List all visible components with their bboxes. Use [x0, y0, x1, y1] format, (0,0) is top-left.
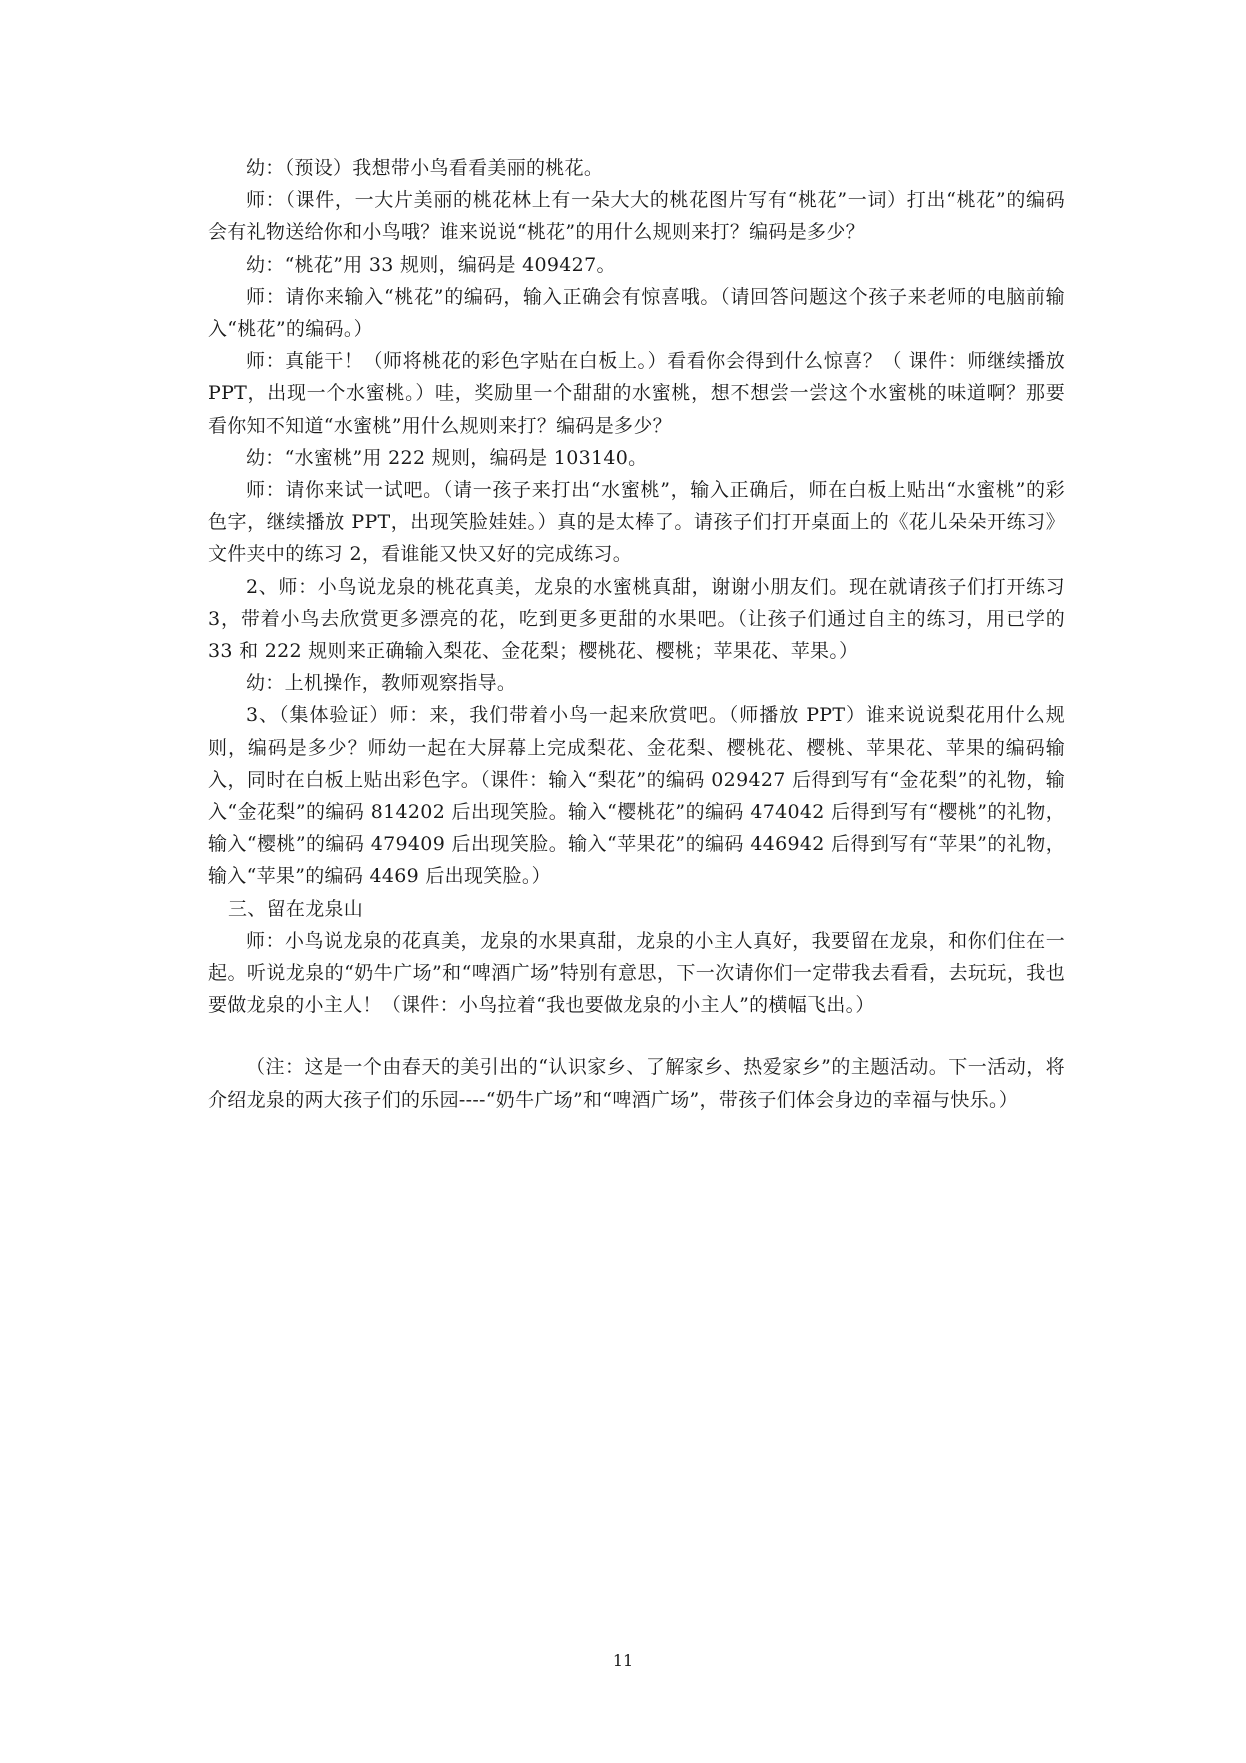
- paragraph-child-peach-code: 幼：“桃花”用 33 规则，编码是 409427。: [246, 253, 616, 276]
- paragraph-child-honey-peach-code: 幼：“水蜜桃”用 222 规则，编码是 103140。: [246, 446, 648, 469]
- note-paragraph: （注：这是一个由春天的美引出的“认识家乡、了解家乡、热爱家乡”的主题活动。下一活动，将介绍龙泉的两大孩子们的乐园----“奶牛广场”和“啤酒广场”，带孩子们体会身边的幸福与快乐。）: [208, 1056, 1065, 1111]
- document-body: [208, 152, 1065, 1116]
- paragraph-closing: 师：小鸟说龙泉的花真美，龙泉的水果真甜，龙泉的小主人真好，我要留在龙泉，和你们住在一起。听说龙泉的“奶牛广场”和“啤酒广场”特别有意思，下一次请你们一定带我去看看，去玩玩，我也要做龙泉的小主人！（课件：小鸟拉着“我也要做龙泉的小主人”的横幅飞出。）: [208, 929, 1065, 1017]
- paragraph-teacher-surprise: 师：真能干！（师将桃花的彩色字贴在白板上。）看看你会得到什么惊喜？（ 课件：师继续播放 PPT，出现一个水蜜桃。）哇，奖励里一个甜甜的水蜜桃，想不想尝一尝这个水蜜桃的味道啊？那要看你知不知道“水蜜桃”用什么规则来打？编码是多少？: [208, 350, 1065, 437]
- paragraph-exercise-3: 2、师：小鸟说龙泉的桃花真美，龙泉的水蜜桃真甜，谢谢小朋友们。现在就请孩子们打开练习 3，带着小鸟去欣赏更多漂亮的花，吃到更多更甜的水果吧。（让孩子们通过自主的练习，用已学的 33 和 222 规则来正确输入梨花、金花梨；樱桃花、樱桃；苹果花、苹果。）: [208, 575, 1065, 663]
- page-number: 11: [612, 1651, 634, 1670]
- paragraph-teacher-try: 师：请你来试一试吧。（请一孩子来打出“水蜜桃”，输入正确后，师在白板上贴出“水蜜桃”的彩色字，继续播放 PPT，出现笑脸娃娃。）真的是太棒了。请孩子们打开桌面上的《花儿朵朵开练习》文件夹中的练习 2，看谁能又快又好的完成练习。: [208, 479, 1065, 566]
- paragraph-group-verify: 3、（集体验证）师：来，我们带着小鸟一起来欣赏吧。（师播放 PPT）谁来说说梨花用什么规则，编码是多少？师幼一起在大屏幕上完成梨花、金花梨、樱桃花、樱桃、苹果花、苹果的编码输入，同时在白板上贴出彩色字。（课件：输入“梨花”的编码 029427 后得到写有“金花梨”的礼物，输入“金花梨”的编码 814202 后出现笑脸。输入“樱桃花”的编码 474042 后得到写有“樱桃”的礼物，输入“樱桃”的编码 479409 后出现笑脸。输入“苹果花”的编码 446942 后得到写有“苹果”的礼物，输入“苹果”的编码 4469 后出现笑脸。）: [208, 704, 1065, 888]
- paragraph-teacher-peach-blossom: 师：（课件，一大片美丽的桃花林上有一朵大大的桃花图片写有“桃花”一词）打出“桃花”的编码会有礼物送给你和小鸟哦？谁来说说“桃花”的用什么规则来打？编码是多少？: [208, 189, 1065, 244]
- paragraph-child-preset: 幼：（预设）我想带小鸟看看美丽的桃花。: [246, 157, 604, 179]
- section-heading: 三、留在龙泉山: [228, 897, 364, 920]
- paragraph-child-practice: 幼：上机操作，教师观察指导。: [246, 672, 517, 695]
- paragraph-teacher-input-peach: 师：请你来输入“桃花”的编码，输入正确会有惊喜哦。（请回答问题这个孩子来老师的电脑前输入“桃花”的编码。）: [208, 285, 1065, 341]
